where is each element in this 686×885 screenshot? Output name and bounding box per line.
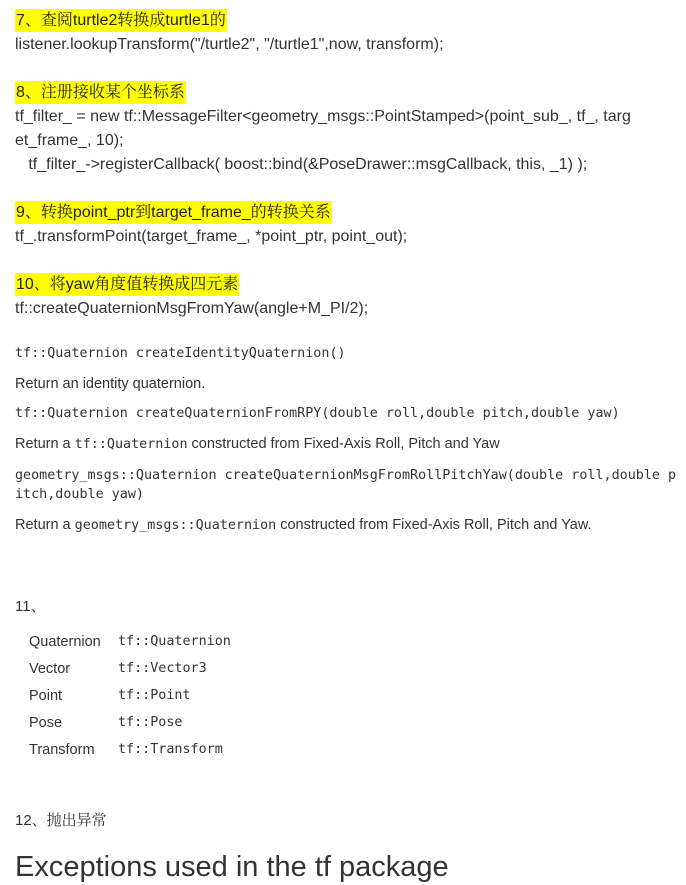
section-9-heading: 9、转换point_ptr到target_frame_的转换关系 <box>15 201 332 224</box>
desc-suffix: constructed from Fixed-Axis Roll, Pitch and Yaw <box>187 436 500 452</box>
section-8-code-line-1: tf_filter_ = new tf::MessageFilter<geometry_msgs::PointStamped>(point_sub_, tf_, targ <box>15 108 631 125</box>
api-description-quaternion-from-rpy <box>15 434 500 455</box>
api-signature-quaternion-from-rpy: tf::Quaternion createQuaternionFromRPY(double roll,double pitch,double yaw) <box>15 406 620 421</box>
table-row <box>29 736 231 763</box>
section-11-label: 11、 <box>15 598 46 615</box>
desc-code: geometry_msgs::Quaternion <box>74 518 277 533</box>
section-10-heading: 10、将yaw角度值转换成四元素 <box>15 273 239 296</box>
table-row <box>29 628 231 655</box>
tf-type-cell: tf::Vector3 <box>118 661 207 676</box>
datatype-table <box>29 628 231 763</box>
api-signature-quaternion-msg-from-rpy-line-2: itch,double yaw) <box>15 487 144 502</box>
section-8-code-line-2: et_frame_, 10); <box>15 132 124 149</box>
section-12-label: 12、抛出异常 <box>15 812 107 829</box>
api-description-quaternion-msg-from-rpy <box>15 515 592 536</box>
api-description-identity-quaternion: Return an identity quaternion. <box>15 376 206 392</box>
exceptions-heading: Exceptions used in the tf package <box>15 851 449 883</box>
tf-type-cell: tf::Quaternion <box>118 634 231 649</box>
desc-prefix: Return a <box>15 436 75 452</box>
desc-code: tf::Quaternion <box>74 437 188 452</box>
table-row <box>29 682 231 709</box>
desc-suffix: constructed from Fixed-Axis Roll, Pitch and Yaw. <box>276 517 592 533</box>
desc-prefix: Return a <box>15 517 75 533</box>
table-row <box>29 709 231 736</box>
tf-type-cell: tf::Pose <box>118 715 183 730</box>
section-7-heading: 7、查阅turtle2转换成turtle1的 <box>15 9 227 32</box>
api-signature-quaternion-msg-from-rpy-line-1: geometry_msgs::Quaternion createQuaternionMsgFromRollPitchYaw(double roll,double p <box>15 468 677 483</box>
type-name-cell: Pose <box>29 714 63 731</box>
type-name-cell: Transform <box>29 741 95 758</box>
section-7-code: listener.lookupTransform("/turtle2", "/turtle1",now, transform); <box>15 36 444 53</box>
tf-type-cell: tf::Transform <box>118 742 223 757</box>
section-10-code: tf::createQuaternionMsgFromYaw(angle+M_PI/2); <box>15 300 369 317</box>
table-row <box>29 655 231 682</box>
section-8-code-line-3: tf_filter_->registerCallback( boost::bind(&PoseDrawer::msgCallback, this, _1) ); <box>15 156 588 173</box>
type-name-cell: Vector <box>29 660 71 677</box>
section-9-code: tf_.transformPoint(target_frame_, *point_ptr, point_out); <box>15 228 408 245</box>
type-name-cell: Point <box>29 687 63 704</box>
section-8-heading: 8、注册接收某个坐标系 <box>15 81 186 104</box>
api-signature-identity-quaternion: tf::Quaternion createIdentityQuaternion() <box>15 346 346 361</box>
type-name-cell: Quaternion <box>29 633 101 650</box>
tf-type-cell: tf::Point <box>118 688 191 703</box>
